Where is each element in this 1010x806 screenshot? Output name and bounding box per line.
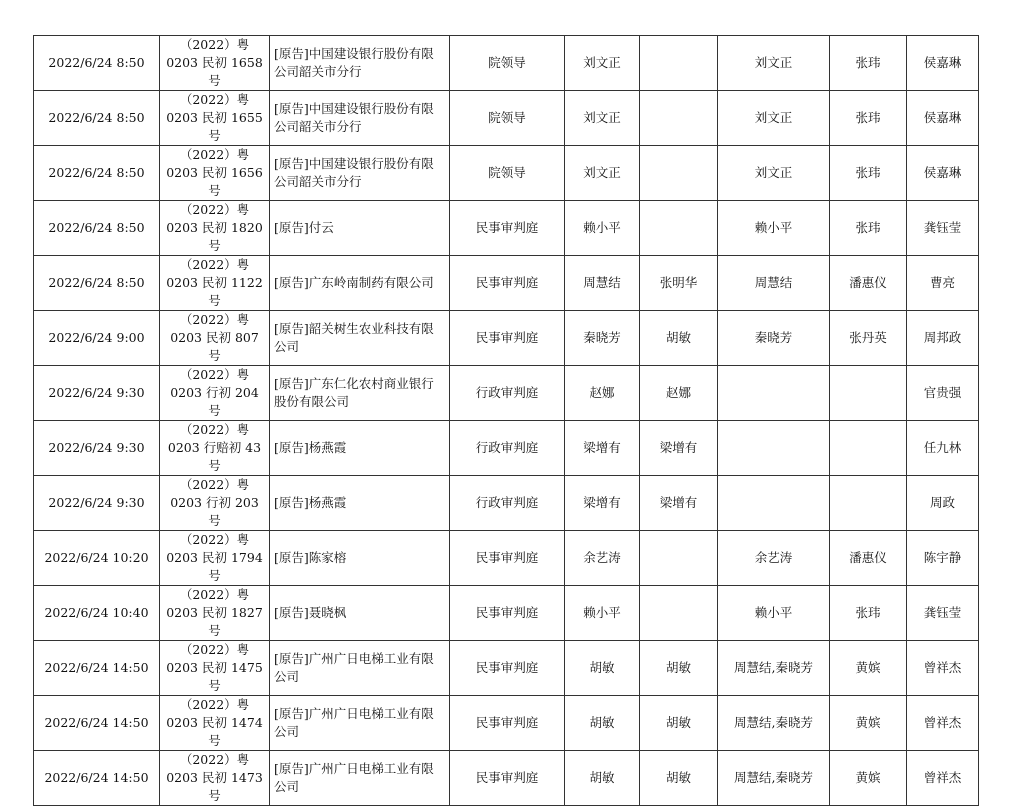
case-number-cell: （2022）粤 0203 民初 1473 号 <box>160 751 270 806</box>
party-cell: [原告]广州广日电梯工业有限公司 <box>270 641 450 696</box>
case-number-cell: （2022）粤 0203 民初 1122 号 <box>160 256 270 311</box>
table-row <box>34 311 979 366</box>
party-cell: [原告]杨燕霞 <box>270 476 450 531</box>
judge-assistant-cell: 梁增有 <box>640 421 718 476</box>
case-number-cell: （2022）粤 0203 民初 1794 号 <box>160 531 270 586</box>
case-number-cell: （2022）粤 0203 民初 1656 号 <box>160 146 270 201</box>
table-row <box>34 366 979 421</box>
case-number-cell: （2022）粤 0203 民初 1658 号 <box>160 36 270 91</box>
panel-members-cell <box>718 476 830 531</box>
hearing-time-cell: 2022/6/24 8:50 <box>34 146 160 201</box>
party-cell: [原告]广东仁化农村商业银行股份有限公司 <box>270 366 450 421</box>
department-cell: 行政审判庭 <box>450 421 565 476</box>
presiding-judge-cell: 周慧结 <box>565 256 640 311</box>
table-row <box>34 36 979 91</box>
judge-assistant-cell: 梁增有 <box>640 476 718 531</box>
hearing-time-cell: 2022/6/24 9:30 <box>34 366 160 421</box>
judge-assistant-cell: 张明华 <box>640 256 718 311</box>
clerk-cell: 张玮 <box>830 36 907 91</box>
case-number-cell: （2022）粤 0203 民初 1655 号 <box>160 91 270 146</box>
panel-members-cell: 余艺涛 <box>718 531 830 586</box>
party-cell: [原告]中国建设银行股份有限公司韶关市分行 <box>270 36 450 91</box>
judge-assistant-cell <box>640 586 718 641</box>
hearing-time-cell: 2022/6/24 8:50 <box>34 91 160 146</box>
panel-members-cell: 赖小平 <box>718 201 830 256</box>
table-row <box>34 641 979 696</box>
department-cell: 行政审判庭 <box>450 366 565 421</box>
recorder-cell: 曾祥杰 <box>907 641 979 696</box>
clerk-cell <box>830 476 907 531</box>
department-cell: 民事审判庭 <box>450 696 565 751</box>
department-cell: 民事审判庭 <box>450 531 565 586</box>
presiding-judge-cell: 胡敏 <box>565 641 640 696</box>
clerk-cell <box>830 421 907 476</box>
department-cell: 院领导 <box>450 146 565 201</box>
recorder-cell: 侯嘉琳 <box>907 91 979 146</box>
table-row <box>34 256 979 311</box>
judge-assistant-cell <box>640 36 718 91</box>
recorder-cell: 龚钰莹 <box>907 586 979 641</box>
clerk-cell: 张玮 <box>830 201 907 256</box>
panel-members-cell: 刘文正 <box>718 91 830 146</box>
panel-members-cell <box>718 366 830 421</box>
department-cell: 行政审判庭 <box>450 476 565 531</box>
judge-assistant-cell: 胡敏 <box>640 751 718 806</box>
clerk-cell <box>830 366 907 421</box>
judge-assistant-cell <box>640 531 718 586</box>
hearing-time-cell: 2022/6/24 14:50 <box>34 751 160 806</box>
case-number-cell: （2022）粤 0203 民初 807 号 <box>160 311 270 366</box>
hearing-time-cell: 2022/6/24 9:00 <box>34 311 160 366</box>
judge-assistant-cell: 胡敏 <box>640 311 718 366</box>
recorder-cell: 任九林 <box>907 421 979 476</box>
party-cell: [原告]聂晓枫 <box>270 586 450 641</box>
hearing-time-cell: 2022/6/24 8:50 <box>34 256 160 311</box>
hearing-time-cell: 2022/6/24 14:50 <box>34 696 160 751</box>
judge-assistant-cell: 胡敏 <box>640 641 718 696</box>
presiding-judge-cell: 梁增有 <box>565 476 640 531</box>
department-cell: 民事审判庭 <box>450 586 565 641</box>
hearing-time-cell: 2022/6/24 8:50 <box>34 36 160 91</box>
table-row <box>34 476 979 531</box>
hearing-time-cell: 2022/6/24 10:40 <box>34 586 160 641</box>
department-cell: 院领导 <box>450 91 565 146</box>
clerk-cell: 张玮 <box>830 91 907 146</box>
case-number-cell: （2022）粤 0203 行初 203 号 <box>160 476 270 531</box>
department-cell: 民事审判庭 <box>450 201 565 256</box>
hearing-time-cell: 2022/6/24 9:30 <box>34 421 160 476</box>
case-number-cell: （2022）粤 0203 行赔初 43 号 <box>160 421 270 476</box>
party-cell: [原告]广州广日电梯工业有限公司 <box>270 751 450 806</box>
table-body <box>34 36 979 806</box>
party-cell: [原告]付云 <box>270 201 450 256</box>
recorder-cell: 曹亮 <box>907 256 979 311</box>
panel-members-cell: 刘文正 <box>718 36 830 91</box>
recorder-cell: 龚钰莹 <box>907 201 979 256</box>
clerk-cell: 黄嫔 <box>830 641 907 696</box>
party-cell: [原告]中国建设银行股份有限公司韶关市分行 <box>270 146 450 201</box>
clerk-cell: 张玮 <box>830 586 907 641</box>
recorder-cell: 侯嘉琳 <box>907 146 979 201</box>
presiding-judge-cell: 刘文正 <box>565 91 640 146</box>
department-cell: 民事审判庭 <box>450 751 565 806</box>
panel-members-cell <box>718 421 830 476</box>
judge-assistant-cell <box>640 201 718 256</box>
recorder-cell: 曾祥杰 <box>907 696 979 751</box>
table-row <box>34 696 979 751</box>
case-number-cell: （2022）粤 0203 行初 204 号 <box>160 366 270 421</box>
panel-members-cell: 刘文正 <box>718 146 830 201</box>
table-row <box>34 146 979 201</box>
department-cell: 院领导 <box>450 36 565 91</box>
presiding-judge-cell: 赖小平 <box>565 201 640 256</box>
panel-members-cell: 周慧结 <box>718 256 830 311</box>
presiding-judge-cell: 赖小平 <box>565 586 640 641</box>
party-cell: [原告]广东岭南制药有限公司 <box>270 256 450 311</box>
presiding-judge-cell: 胡敏 <box>565 696 640 751</box>
party-cell: [原告]杨燕霞 <box>270 421 450 476</box>
judge-assistant-cell <box>640 146 718 201</box>
clerk-cell: 潘惠仪 <box>830 531 907 586</box>
table-row <box>34 201 979 256</box>
hearing-time-cell: 2022/6/24 14:50 <box>34 641 160 696</box>
presiding-judge-cell: 秦晓芳 <box>565 311 640 366</box>
recorder-cell: 侯嘉琳 <box>907 36 979 91</box>
case-number-cell: （2022）粤 0203 民初 1827 号 <box>160 586 270 641</box>
hearing-time-cell: 2022/6/24 9:30 <box>34 476 160 531</box>
case-number-cell: （2022）粤 0203 民初 1820 号 <box>160 201 270 256</box>
party-cell: [原告]韶关树生农业科技有限公司 <box>270 311 450 366</box>
party-cell: [原告]广州广日电梯工业有限公司 <box>270 696 450 751</box>
panel-members-cell: 赖小平 <box>718 586 830 641</box>
department-cell: 民事审判庭 <box>450 641 565 696</box>
presiding-judge-cell: 刘文正 <box>565 36 640 91</box>
table-row <box>34 751 979 806</box>
presiding-judge-cell: 梁增有 <box>565 421 640 476</box>
clerk-cell: 黄嫔 <box>830 751 907 806</box>
recorder-cell: 曾祥杰 <box>907 751 979 806</box>
hearing-time-cell: 2022/6/24 10:20 <box>34 531 160 586</box>
panel-members-cell: 周慧结,秦晓芳 <box>718 641 830 696</box>
recorder-cell: 陈宇静 <box>907 531 979 586</box>
presiding-judge-cell: 赵娜 <box>565 366 640 421</box>
party-cell: [原告]中国建设银行股份有限公司韶关市分行 <box>270 91 450 146</box>
department-cell: 民事审判庭 <box>450 311 565 366</box>
table-row <box>34 91 979 146</box>
clerk-cell: 张丹英 <box>830 311 907 366</box>
table-row <box>34 531 979 586</box>
panel-members-cell: 周慧结,秦晓芳 <box>718 751 830 806</box>
case-number-cell: （2022）粤 0203 民初 1474 号 <box>160 696 270 751</box>
recorder-cell: 周政 <box>907 476 979 531</box>
presiding-judge-cell: 余艺涛 <box>565 531 640 586</box>
panel-members-cell: 周慧结,秦晓芳 <box>718 696 830 751</box>
hearing-time-cell: 2022/6/24 8:50 <box>34 201 160 256</box>
judge-assistant-cell: 赵娜 <box>640 366 718 421</box>
table-row <box>34 421 979 476</box>
party-cell: [原告]陈家榕 <box>270 531 450 586</box>
presiding-judge-cell: 胡敏 <box>565 751 640 806</box>
table-row <box>34 586 979 641</box>
department-cell: 民事审判庭 <box>450 256 565 311</box>
clerk-cell: 黄嫔 <box>830 696 907 751</box>
case-number-cell: （2022）粤 0203 民初 1475 号 <box>160 641 270 696</box>
panel-members-cell: 秦晓芳 <box>718 311 830 366</box>
clerk-cell: 潘惠仪 <box>830 256 907 311</box>
recorder-cell: 官贵强 <box>907 366 979 421</box>
clerk-cell: 张玮 <box>830 146 907 201</box>
judge-assistant-cell: 胡敏 <box>640 696 718 751</box>
judge-assistant-cell <box>640 91 718 146</box>
recorder-cell: 周邦政 <box>907 311 979 366</box>
presiding-judge-cell: 刘文正 <box>565 146 640 201</box>
hearing-schedule-table <box>33 35 979 806</box>
